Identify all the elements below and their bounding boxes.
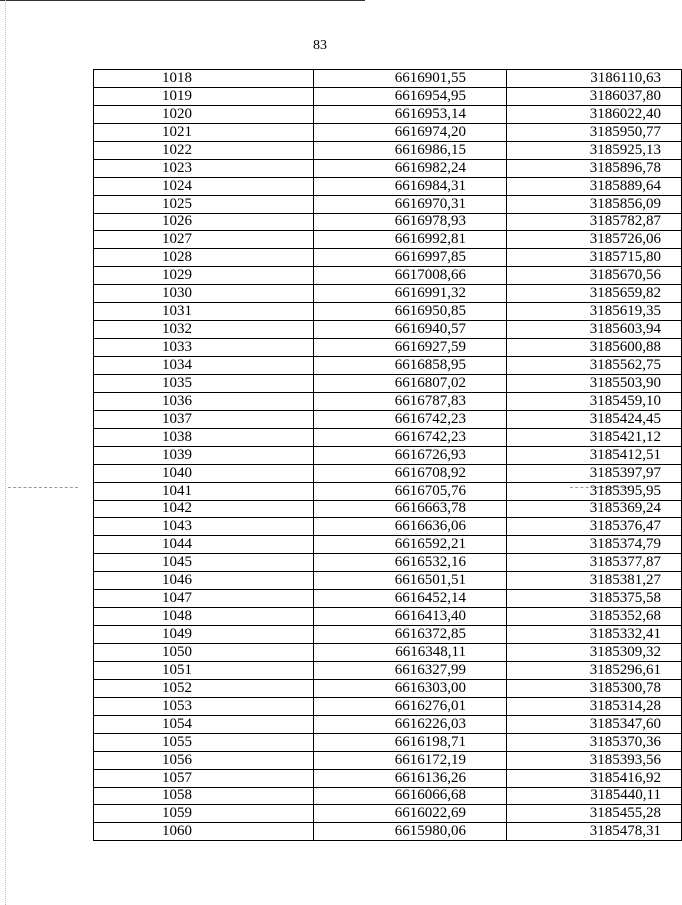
y-coordinate-cell: 3185619,35 bbox=[507, 303, 682, 321]
point-number-cell: 1055 bbox=[94, 733, 314, 751]
x-coordinate-cell: 6616954,95 bbox=[314, 87, 507, 105]
y-coordinate-cell: 3185856,09 bbox=[507, 195, 682, 213]
y-coordinate-cell: 3185503,90 bbox=[507, 374, 682, 392]
table-row bbox=[94, 123, 682, 141]
table-row bbox=[94, 787, 682, 805]
x-coordinate-cell: 6616940,57 bbox=[314, 321, 507, 339]
y-coordinate-cell: 3185424,45 bbox=[507, 410, 682, 428]
x-coordinate-cell: 6616858,95 bbox=[314, 357, 507, 375]
y-coordinate-cell: 3185925,13 bbox=[507, 141, 682, 159]
table-row bbox=[94, 303, 682, 321]
x-coordinate-cell: 6617008,66 bbox=[314, 267, 507, 285]
y-coordinate-cell: 3185347,60 bbox=[507, 715, 682, 733]
y-coordinate-cell: 3185440,11 bbox=[507, 787, 682, 805]
table-row bbox=[94, 339, 682, 357]
point-number-cell: 1041 bbox=[94, 482, 314, 500]
table-row bbox=[94, 644, 682, 662]
x-coordinate-cell: 6616726,93 bbox=[314, 446, 507, 464]
x-coordinate-cell: 6616978,93 bbox=[314, 213, 507, 231]
point-number-cell: 1050 bbox=[94, 644, 314, 662]
x-coordinate-cell: 6616982,24 bbox=[314, 159, 507, 177]
x-coordinate-cell: 6616974,20 bbox=[314, 123, 507, 141]
point-number-cell: 1030 bbox=[94, 285, 314, 303]
y-coordinate-cell: 3185670,56 bbox=[507, 267, 682, 285]
x-coordinate-cell: 6616742,23 bbox=[314, 410, 507, 428]
y-coordinate-cell: 3185950,77 bbox=[507, 123, 682, 141]
point-number-cell: 1046 bbox=[94, 572, 314, 590]
table-row bbox=[94, 679, 682, 697]
x-coordinate-cell: 6616276,01 bbox=[314, 697, 507, 715]
table-row bbox=[94, 715, 682, 733]
x-coordinate-cell: 6616705,76 bbox=[314, 482, 507, 500]
x-coordinate-cell: 6616986,15 bbox=[314, 141, 507, 159]
y-coordinate-cell: 3185455,28 bbox=[507, 805, 682, 823]
point-number-cell: 1053 bbox=[94, 697, 314, 715]
x-coordinate-cell: 6616592,21 bbox=[314, 536, 507, 554]
point-number-cell: 1027 bbox=[94, 231, 314, 249]
y-coordinate-cell: 3185369,24 bbox=[507, 500, 682, 518]
page-number: 83 bbox=[313, 38, 327, 53]
y-coordinate-cell: 3185296,61 bbox=[507, 661, 682, 679]
point-number-cell: 1048 bbox=[94, 608, 314, 626]
x-coordinate-cell: 6616787,83 bbox=[314, 392, 507, 410]
x-coordinate-cell: 6616636,06 bbox=[314, 518, 507, 536]
table-row bbox=[94, 195, 682, 213]
table-row bbox=[94, 249, 682, 267]
x-coordinate-cell: 6616927,59 bbox=[314, 339, 507, 357]
point-number-cell: 1043 bbox=[94, 518, 314, 536]
table-row bbox=[94, 267, 682, 285]
point-number-cell: 1039 bbox=[94, 446, 314, 464]
point-number-cell: 1040 bbox=[94, 464, 314, 482]
x-coordinate-cell: 6616992,81 bbox=[314, 231, 507, 249]
y-coordinate-cell: 3186022,40 bbox=[507, 105, 682, 123]
x-coordinate-cell: 6616807,02 bbox=[314, 374, 507, 392]
x-coordinate-cell: 6616742,23 bbox=[314, 428, 507, 446]
x-coordinate-cell: 6616348,11 bbox=[314, 644, 507, 662]
point-number-cell: 1045 bbox=[94, 554, 314, 572]
y-coordinate-cell: 3185397,97 bbox=[507, 464, 682, 482]
point-number-cell: 1042 bbox=[94, 500, 314, 518]
table-row bbox=[94, 626, 682, 644]
table-row bbox=[94, 213, 682, 231]
point-number-cell: 1057 bbox=[94, 769, 314, 787]
fold-mark-left bbox=[8, 487, 78, 488]
table-row bbox=[94, 554, 682, 572]
point-number-cell: 1058 bbox=[94, 787, 314, 805]
table-row bbox=[94, 70, 682, 88]
x-coordinate-cell: 6616991,32 bbox=[314, 285, 507, 303]
table-row bbox=[94, 374, 682, 392]
y-coordinate-cell: 3185300,78 bbox=[507, 679, 682, 697]
y-coordinate-cell: 3185416,92 bbox=[507, 769, 682, 787]
point-number-cell: 1023 bbox=[94, 159, 314, 177]
table-row bbox=[94, 105, 682, 123]
table-row bbox=[94, 536, 682, 554]
y-coordinate-cell: 3185715,80 bbox=[507, 249, 682, 267]
point-number-cell: 1037 bbox=[94, 410, 314, 428]
point-number-cell: 1034 bbox=[94, 357, 314, 375]
point-number-cell: 1028 bbox=[94, 249, 314, 267]
table-row bbox=[94, 231, 682, 249]
x-coordinate-cell: 6616452,14 bbox=[314, 590, 507, 608]
point-number-cell: 1060 bbox=[94, 823, 314, 841]
table-row bbox=[94, 482, 682, 500]
point-number-cell: 1020 bbox=[94, 105, 314, 123]
point-number-cell: 1018 bbox=[94, 70, 314, 88]
x-coordinate-cell: 6616172,19 bbox=[314, 751, 507, 769]
y-coordinate-cell: 3185314,28 bbox=[507, 697, 682, 715]
table-row bbox=[94, 608, 682, 626]
y-coordinate-cell: 3185562,75 bbox=[507, 357, 682, 375]
y-coordinate-cell: 3185309,32 bbox=[507, 644, 682, 662]
table-row bbox=[94, 500, 682, 518]
table-row bbox=[94, 572, 682, 590]
point-number-cell: 1036 bbox=[94, 392, 314, 410]
x-coordinate-cell: 6616501,51 bbox=[314, 572, 507, 590]
y-coordinate-cell: 3185726,06 bbox=[507, 231, 682, 249]
x-coordinate-cell: 6615980,06 bbox=[314, 823, 507, 841]
table-row bbox=[94, 87, 682, 105]
x-coordinate-cell: 6616953,14 bbox=[314, 105, 507, 123]
x-coordinate-cell: 6616136,26 bbox=[314, 769, 507, 787]
y-coordinate-cell: 3185412,51 bbox=[507, 446, 682, 464]
point-number-cell: 1059 bbox=[94, 805, 314, 823]
coordinates-table-body bbox=[94, 70, 682, 841]
x-coordinate-cell: 6616303,00 bbox=[314, 679, 507, 697]
point-number-cell: 1044 bbox=[94, 536, 314, 554]
x-coordinate-cell: 6616970,31 bbox=[314, 195, 507, 213]
y-coordinate-cell: 3185381,27 bbox=[507, 572, 682, 590]
table-row bbox=[94, 733, 682, 751]
x-coordinate-cell: 6616663,78 bbox=[314, 500, 507, 518]
table-row bbox=[94, 446, 682, 464]
y-coordinate-cell: 3185374,79 bbox=[507, 536, 682, 554]
y-coordinate-cell: 3185377,87 bbox=[507, 554, 682, 572]
y-coordinate-cell: 3186110,63 bbox=[507, 70, 682, 88]
x-coordinate-cell: 6616022,69 bbox=[314, 805, 507, 823]
point-number-cell: 1047 bbox=[94, 590, 314, 608]
y-coordinate-cell: 3185459,10 bbox=[507, 392, 682, 410]
point-number-cell: 1026 bbox=[94, 213, 314, 231]
y-coordinate-cell: 3185600,88 bbox=[507, 339, 682, 357]
y-coordinate-cell: 3185659,82 bbox=[507, 285, 682, 303]
point-number-cell: 1056 bbox=[94, 751, 314, 769]
x-coordinate-cell: 6616901,55 bbox=[314, 70, 507, 88]
table-row bbox=[94, 357, 682, 375]
y-coordinate-cell: 3186037,80 bbox=[507, 87, 682, 105]
point-number-cell: 1021 bbox=[94, 123, 314, 141]
point-number-cell: 1031 bbox=[94, 303, 314, 321]
table-row bbox=[94, 177, 682, 195]
table-row bbox=[94, 805, 682, 823]
x-coordinate-cell: 6616984,31 bbox=[314, 177, 507, 195]
table-row bbox=[94, 823, 682, 841]
point-number-cell: 1019 bbox=[94, 87, 314, 105]
y-coordinate-cell: 3185332,41 bbox=[507, 626, 682, 644]
top-rule bbox=[0, 0, 365, 1]
table-row bbox=[94, 518, 682, 536]
y-coordinate-cell: 3185782,87 bbox=[507, 213, 682, 231]
table-row bbox=[94, 697, 682, 715]
x-coordinate-cell: 6616198,71 bbox=[314, 733, 507, 751]
x-coordinate-cell: 6616997,85 bbox=[314, 249, 507, 267]
table-row bbox=[94, 410, 682, 428]
point-number-cell: 1035 bbox=[94, 374, 314, 392]
y-coordinate-cell: 3185393,56 bbox=[507, 751, 682, 769]
y-coordinate-cell: 3185395,95 bbox=[507, 482, 682, 500]
x-coordinate-cell: 6616327,99 bbox=[314, 661, 507, 679]
table-row bbox=[94, 428, 682, 446]
y-coordinate-cell: 3185370,36 bbox=[507, 733, 682, 751]
coordinates-table bbox=[93, 69, 682, 841]
y-coordinate-cell: 3185376,47 bbox=[507, 518, 682, 536]
table-row bbox=[94, 464, 682, 482]
point-number-cell: 1054 bbox=[94, 715, 314, 733]
table-row bbox=[94, 141, 682, 159]
point-number-cell: 1024 bbox=[94, 177, 314, 195]
y-coordinate-cell: 3185421,12 bbox=[507, 428, 682, 446]
x-coordinate-cell: 6616532,16 bbox=[314, 554, 507, 572]
table-row bbox=[94, 392, 682, 410]
x-coordinate-cell: 6616372,85 bbox=[314, 626, 507, 644]
y-coordinate-cell: 3185896,78 bbox=[507, 159, 682, 177]
x-coordinate-cell: 6616708,92 bbox=[314, 464, 507, 482]
y-coordinate-cell: 3185603,94 bbox=[507, 321, 682, 339]
point-number-cell: 1052 bbox=[94, 679, 314, 697]
point-number-cell: 1032 bbox=[94, 321, 314, 339]
x-coordinate-cell: 6616066,68 bbox=[314, 787, 507, 805]
point-number-cell: 1033 bbox=[94, 339, 314, 357]
point-number-cell: 1051 bbox=[94, 661, 314, 679]
table-row bbox=[94, 285, 682, 303]
y-coordinate-cell: 3185352,68 bbox=[507, 608, 682, 626]
y-coordinate-cell: 3185375,58 bbox=[507, 590, 682, 608]
table-row bbox=[94, 751, 682, 769]
table-row bbox=[94, 159, 682, 177]
table-row bbox=[94, 661, 682, 679]
point-number-cell: 1025 bbox=[94, 195, 314, 213]
point-number-cell: 1029 bbox=[94, 267, 314, 285]
x-coordinate-cell: 6616950,85 bbox=[314, 303, 507, 321]
point-number-cell: 1049 bbox=[94, 626, 314, 644]
point-number-cell: 1038 bbox=[94, 428, 314, 446]
point-number-cell: 1022 bbox=[94, 141, 314, 159]
page-left-edge bbox=[5, 0, 6, 905]
y-coordinate-cell: 3185889,64 bbox=[507, 177, 682, 195]
table-row bbox=[94, 590, 682, 608]
x-coordinate-cell: 6616226,03 bbox=[314, 715, 507, 733]
y-coordinate-cell: 3185478,31 bbox=[507, 823, 682, 841]
x-coordinate-cell: 6616413,40 bbox=[314, 608, 507, 626]
table-row bbox=[94, 321, 682, 339]
table-row bbox=[94, 769, 682, 787]
